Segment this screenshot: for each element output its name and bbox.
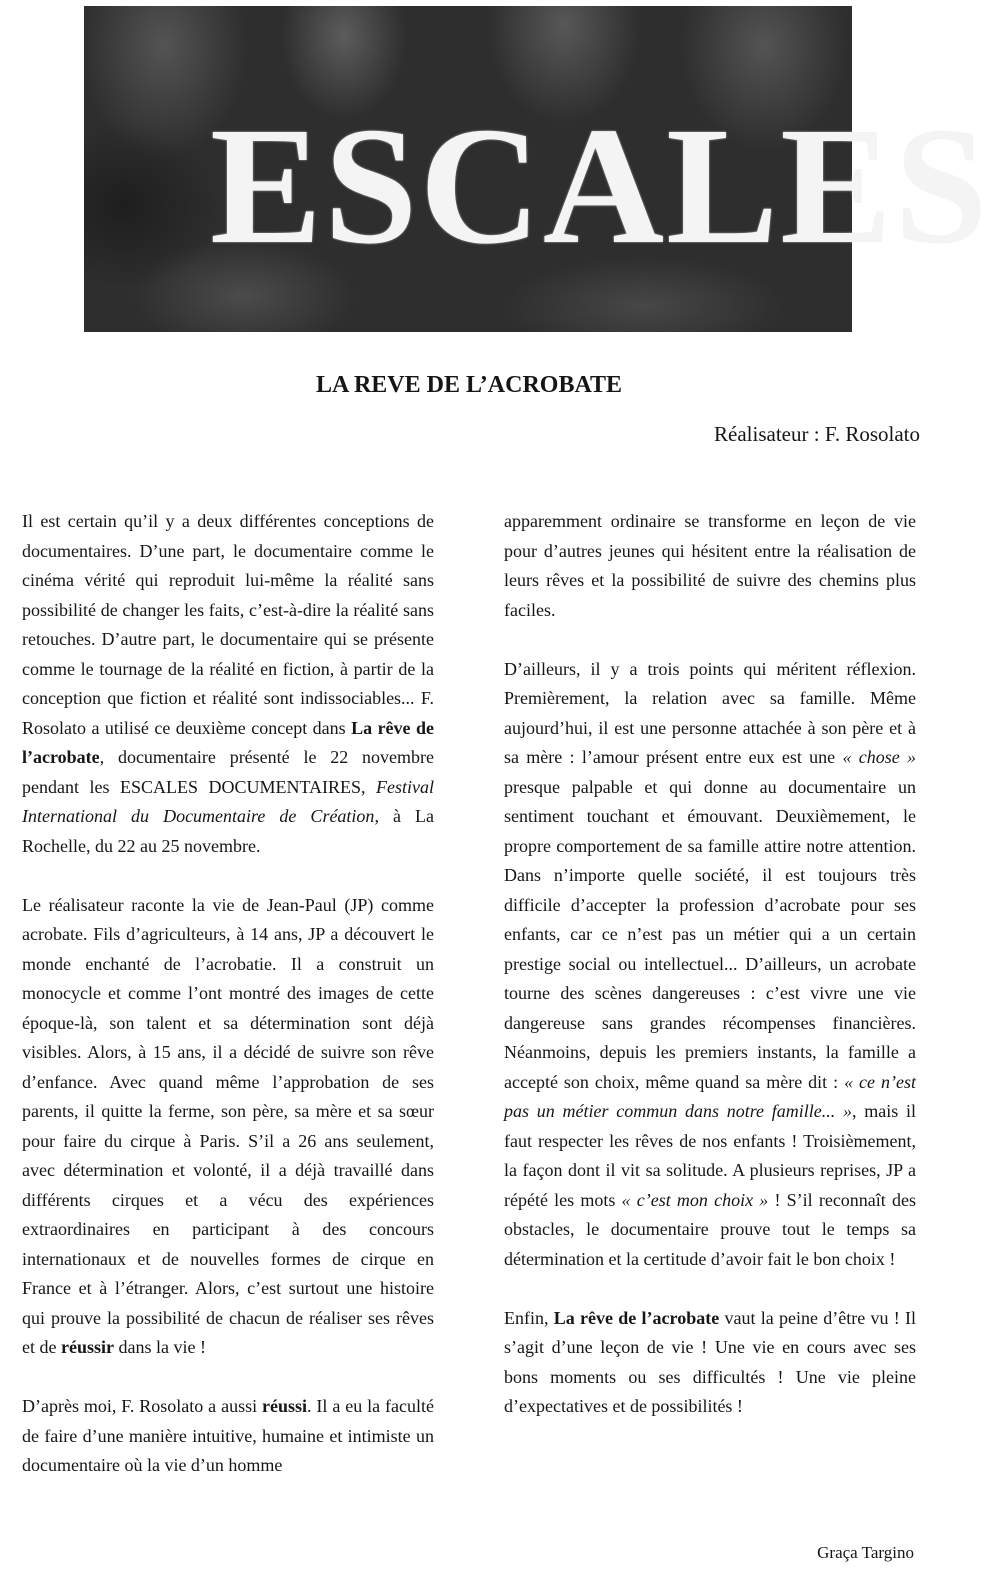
paragraph: Enfin, La rêve de l’acrobate vaut la peine d’être vu ! Il s’agit d’une leçon de vie ! Une vie en cours avec ses bons moments ou ses difficultés ! Une vie pleine d’expectatives et de possibilités ! <box>504 1307 916 1416</box>
paragraph: D’ailleurs, il y a trois points qui méritent réflexion. Premièrement, la relation avec sa famille. Même aujourd’hui, il est une personne attachée à son père et à sa mère : l’amour présent entre eux est une « chose » presque palpable et qui donne au documentaire un sentiment touchant et émouvant. Deuxièmement, le propre comportement de sa famille attire notre attention. Dans n’importe quelle société, il est toujours très difficile d’accepter la profession d’acrobate pour ses enfants, car ce n’est pas un métier qui a un certain prestige social ou intellectuel... D’ailleurs, un acrobate tourne des scènes dangereuses : c’est vivre une vie dangereuse sans grandes récompenses financières. Néanmoins, depuis les premiers instants, la famille a accepté son choix, même quand sa mère dit : « ce n’est pas un métier commun dans notre famille... », mais il faut respecter les rêves de nos enfants ! Troisièmement, la façon dont il vit sa solitude. A plusieurs reprises, JP a répété les mots « c’est mon choix » ! S’il reconnaît des obstacles, le documentaire prouve tout le temps sa détermination et la certitude d’avoir fait le bon choix ! <box>504 658 917 1269</box>
film-title: La rêve de l’acrobate <box>553 1307 720 1328</box>
paragraph: Il est certain qu’il y a deux différentes conceptions de documentaires. D’une part, le documentaire comme le cinéma vérité qui reproduit lui-même la réalité sans possibilité de changer les faits, c’est-à-dire la réalité sans retouches. D’autre part, le documentaire qui se présente comme le tournage de la réalité en fiction, à partir de la conception que fiction et réalité sont indissociables... F. Rosolato a utilisé ce deuxième concept dans La rêve de l’acrobate, documentaire présenté le 22 novembre pendant les ESCALES DOCUMENTAIRES, Festival International du Documentaire de Création, à La Rochelle, du 22 au 25 novembre. <box>22 511 434 856</box>
right-column <box>504 507 916 1451</box>
paragraph: Le réalisateur raconte la vie de Jean-Paul (JP) comme acrobate. Fils d’agriculteurs, à 14 ans, JP a découvert le monde enchanté de l’acrobatie. Il a construit un monocycle et comme l’ont montré des images de cette époque-là, son talent et sa détermination sont déjà visibles. Alors, à 15 ans, il a décidé de suivre son rêve d’enfance. Avec quand même l’approbation de ses parents, il quitte la ferme, son père, sa mère et sa sœur pour faire du cirque à Paris. S’il a 26 ans seulement, avec détermination et volonté, il a déjà travaillé dans différents cirques et a vécu des expériences extraordinaires en participant à des concours internationaux et de nouvelles formes de cirque en France et à l’étranger. Alors, c’est surtout une histoire qui prouve la possibilité de chacun de réaliser ses rêves et de réussir dans la vie ! <box>22 894 434 1357</box>
banner-word: ESCALES <box>210 93 990 279</box>
paragraph: D’après moi, F. Rosolato a aussi réussi. Il a eu la faculté de faire d’une manière intuitive, humaine et intimiste un documentaire où la vie d’un homme <box>22 1396 434 1475</box>
festival-name: Festival International du Documentaire de Création <box>22 776 434 826</box>
escales-banner-image <box>84 6 990 332</box>
left-column <box>22 507 434 1510</box>
director-line: Réalisateur : F. Rosolato <box>714 422 920 446</box>
author-signature: Graça Targino <box>817 1543 914 1562</box>
paragraph: apparemment ordinaire se transforme en leçon de vie pour d’autres jeunes qui hésitent entre la réalisation de leurs rêves et la possibilité de suivre des chemins plus faciles. <box>504 511 916 620</box>
film-title: La rêve de l’acrobate <box>22 717 434 767</box>
article-title: LA REVE DE L’ACROBATE <box>315 372 623 398</box>
